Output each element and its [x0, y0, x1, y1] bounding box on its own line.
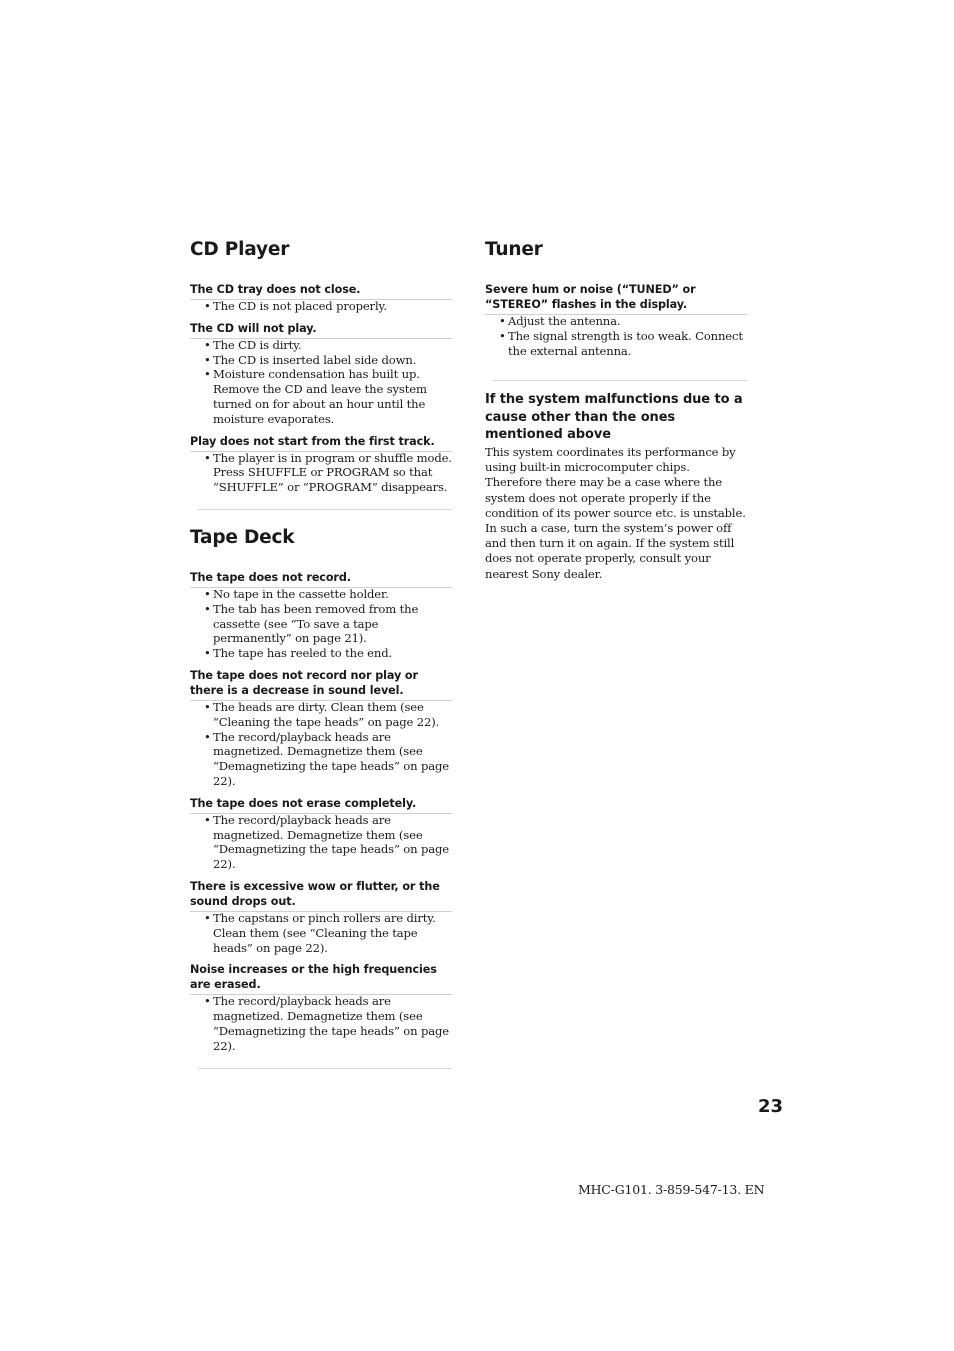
footer-document-code: MHC-G101. 3-859-547-13. EN — [578, 1182, 765, 1197]
issue-title: The CD will not play. — [190, 321, 452, 336]
tuner-heading: Tuner — [485, 239, 543, 260]
cause-list — [190, 700, 452, 789]
cause-list — [190, 451, 452, 495]
issue-title: The CD tray does not close. — [190, 282, 452, 297]
cause-list — [190, 338, 452, 427]
cause-item: • The CD is dirty. — [213, 338, 452, 353]
cause-item: • Moisture condensation has built up. Remove the CD and leave the system turned on for about an hour until the moisture evaporates. — [213, 367, 452, 426]
malfunction-heading: If the system malfunctions due to a cause other than the ones mentioned above — [485, 392, 743, 443]
tuner-issue-hum — [485, 282, 747, 358]
tape-issue-noise — [190, 962, 452, 1053]
issue-title: The tape does not record. — [190, 570, 452, 585]
cause-item: • The CD is inserted label side down. — [213, 353, 452, 368]
malfunction-body: This system coordinates its performance by using built-in microcomputer chips. Therefore there may be a case where the system does not operate properly if the condition of its power source etc. is unstable. In such a case, turn the system’s power off and then turn it on again. If the system still does not operate properly, consult your nearest Sony dealer. — [485, 444, 746, 581]
cause-item: • The heads are dirty. Clean them (see “Cleaning the tape heads” on page 22). — [213, 700, 452, 730]
issue-title: Play does not start from the first track. — [190, 434, 452, 449]
issue-title: Noise increases or the high frequencies are erased. — [190, 962, 452, 992]
section-divider — [198, 1068, 452, 1069]
cause-list — [190, 911, 452, 955]
cause-list — [190, 587, 452, 661]
cd-issue-first-track — [190, 434, 452, 495]
section-divider — [198, 509, 452, 510]
cause-item: • No tape in the cassette holder. — [213, 587, 452, 602]
tape-issue-wow-flutter — [190, 879, 452, 955]
cause-item: • The record/playback heads are magnetized. Demagnetize them (see “Demagnetizing the tape heads” on page 22). — [213, 730, 452, 789]
cause-item: • The CD is not placed properly. — [213, 299, 452, 314]
left-column — [190, 238, 452, 1069]
right-column — [485, 238, 747, 582]
cause-item: • The tab has been removed from the cassette (see “To save a tape permanently” on page 21). — [213, 602, 452, 646]
cd-player-heading: CD Player — [190, 239, 290, 260]
cause-list — [190, 994, 452, 1053]
issue-title: The tape does not erase completely. — [190, 796, 452, 811]
page-number: 23 — [758, 1096, 784, 1117]
issue-title: There is excessive wow or flutter, or the sound drops out. — [190, 879, 452, 909]
cause-item: • The record/playback heads are magnetized. Demagnetize them (see “Demagnetizing the tape heads” on page 22). — [213, 994, 452, 1053]
issue-title: The tape does not record nor play or there is a decrease in sound level. — [190, 668, 452, 698]
cause-item: • The player is in program or shuffle mode. Press SHUFFLE or PROGRAM so that “SHUFFLE” or “PROGRAM” disappears. — [213, 451, 452, 495]
cause-item: • The capstans or pinch rollers are dirty. Clean them (see “Cleaning the tape heads” on page 22). — [213, 911, 452, 955]
tape-issue-record — [190, 570, 452, 661]
cd-issue-tray — [190, 282, 452, 314]
section-divider — [493, 380, 747, 381]
cause-item: • The tape has reeled to the end. — [213, 646, 452, 661]
issue-title: Severe hum or noise (“TUNED” or “STEREO” flashes in the display. — [485, 282, 747, 312]
tape-issue-erase — [190, 796, 452, 872]
cause-item: • Adjust the antenna. — [508, 314, 747, 329]
cause-list — [190, 299, 452, 314]
cause-list — [485, 314, 747, 358]
cd-issue-play — [190, 321, 452, 427]
cause-item: • The signal strength is too weak. Connect the external antenna. — [508, 329, 747, 359]
tape-issue-sound-level — [190, 668, 452, 789]
tape-deck-heading: Tape Deck — [190, 526, 295, 548]
cause-item: • The record/playback heads are magnetized. Demagnetize them (see “Demagnetizing the tape heads” on page 22). — [213, 813, 452, 872]
cause-list — [190, 813, 452, 872]
